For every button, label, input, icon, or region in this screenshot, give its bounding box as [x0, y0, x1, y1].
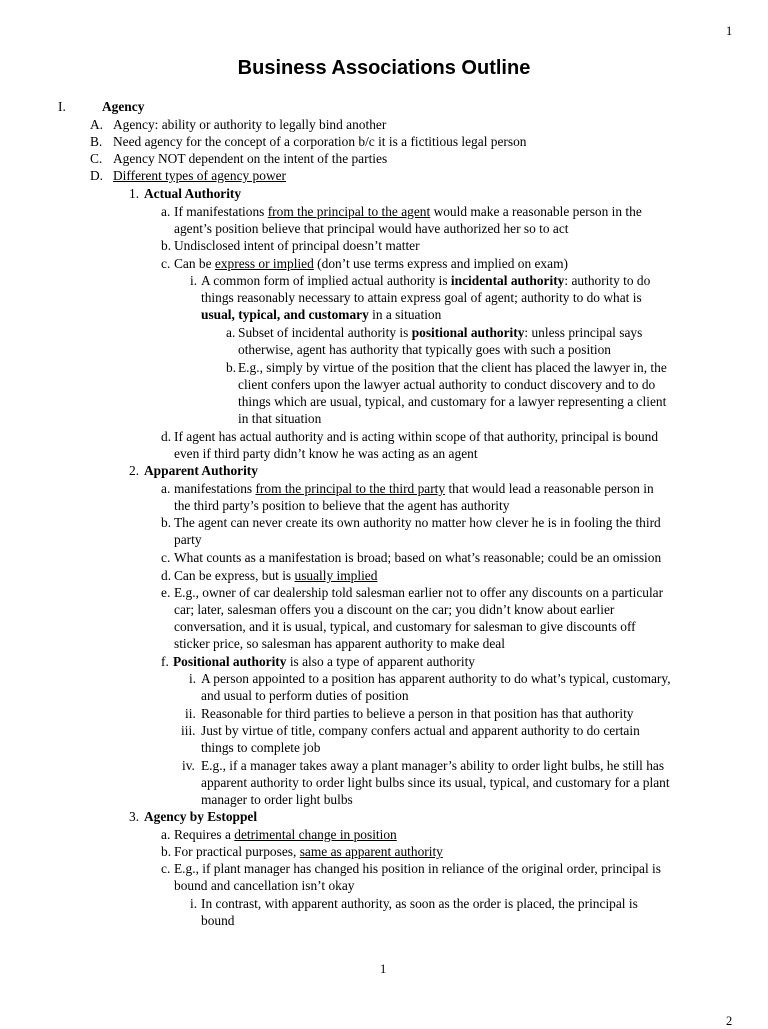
item-label: B.	[90, 134, 103, 149]
outline-item-continuation: even if third party didn’t know he was acting as an agent	[174, 446, 478, 461]
item-label: iii.	[181, 723, 196, 738]
outline-item: Agency: ability or authority to legally bind another	[113, 117, 387, 132]
outline-item-continuation: things reasonably necessary to attain express goal of agent; authority to do what is	[201, 290, 642, 305]
item-label: a.	[161, 481, 171, 496]
outline-item: Can be express or implied (don’t use terms express and implied on exam)	[174, 256, 568, 271]
item-label: b.	[161, 238, 172, 253]
outline-item-continuation: bound	[201, 913, 235, 928]
outline-item: E.g., if a manager takes away a plant manager’s ability to order light bulbs, he still has	[201, 758, 665, 773]
outline-item: Different types of agency power	[113, 168, 287, 183]
item-label: D.	[90, 168, 104, 183]
outline-item: For practical purposes, same as apparent authority	[174, 844, 443, 859]
outline-item-continuation: things to complete job	[201, 740, 321, 755]
item-label: C.	[90, 151, 103, 166]
outline-item: Subset of incidental authority is positional authority: unless principal says	[238, 325, 643, 340]
outline-item-continuation: things which are usual, typical, and customary for a lawyer representing a client	[238, 394, 667, 409]
outline-item-continuation: and usual to perform duties of position	[201, 688, 409, 703]
outline-item-continuation: sticker price, so salesman has apparent authority to make deal	[174, 636, 505, 651]
item-label: e.	[161, 585, 171, 600]
outline-item-continuation: manager to order light bulbs	[201, 792, 353, 807]
item-label: d.	[161, 568, 172, 583]
item-label: i.	[190, 896, 198, 911]
outline-item: Agency NOT dependent on the intent of the parties	[113, 151, 388, 166]
subsection-heading: Apparent Authority	[144, 463, 258, 478]
page-number-top: 1	[726, 24, 733, 38]
outline-item: E.g., if plant manager has changed his position in reliance of the original order, principal is	[174, 861, 661, 876]
outline-item: E.g., simply by virtue of the position that the client has placed the lawyer in, the	[238, 360, 667, 375]
outline-item: Positional authority is also a type of apparent authority	[173, 654, 475, 669]
item-label: f.	[161, 654, 169, 669]
item-label: iv.	[182, 758, 195, 773]
outline-item: manifestations from the principal to the third party that would lead a reasonable person in	[174, 481, 654, 496]
document-title: Business Associations Outline	[237, 57, 531, 79]
outline-item: Undisclosed intent of principal doesn’t matter	[174, 238, 420, 253]
outline-item: Reasonable for third parties to believe a person in that position has that authority	[201, 706, 634, 721]
page-number-bottom: 1	[380, 962, 387, 976]
outline-item: If manifestations from the principal to the agent would make a reasonable person in the	[174, 204, 642, 219]
outline-item: A common form of implied actual authority is incidental authority: authority to do	[201, 273, 651, 288]
outline-item-continuation: agent’s position believe that principal would have authorized her so to act	[174, 221, 569, 236]
outline-item-continuation: car; later, salesman offers you a discount on the car; you didn’t know about earlier	[174, 602, 615, 617]
item-label: 2.	[129, 463, 140, 478]
outline-item: In contrast, with apparent authority, as soon as the order is placed, the principal is	[201, 896, 638, 911]
outline-item-continuation: usual, typical, and customary in a situation	[201, 307, 442, 322]
subsection-heading: Actual Authority	[144, 186, 242, 201]
outline-item: Requires a detrimental change in position	[174, 827, 397, 842]
section-label: I.	[58, 99, 66, 114]
item-label: i.	[189, 671, 197, 686]
section-heading: Agency	[102, 99, 145, 114]
outline-item: Need agency for the concept of a corporation b/c it is a fictitious legal person	[113, 134, 527, 149]
item-label: b.	[161, 515, 172, 530]
item-label: b.	[161, 844, 172, 859]
outline-item: What counts as a manifestation is broad; based on what’s reasonable; could be an omission	[174, 550, 662, 565]
item-label: i.	[190, 273, 198, 288]
outline-item-continuation: otherwise, agent has authority that typically goes with such a position	[238, 342, 612, 357]
outline-item: If agent has actual authority and is acting within scope of that authority, principal is bound	[174, 429, 659, 444]
outline-item: E.g., owner of car dealership told salesman earlier not to offer any discounts on a particular	[174, 585, 664, 600]
item-label: b.	[226, 360, 237, 375]
outline-item-continuation: party	[174, 532, 202, 547]
item-label: c.	[161, 861, 171, 876]
item-label: a.	[161, 827, 171, 842]
outline-item-continuation: client confers upon the lawyer actual authority to conduct discovery and to do	[238, 377, 656, 392]
item-label: d.	[161, 429, 172, 444]
item-label: c.	[161, 256, 171, 271]
item-label: ii.	[185, 706, 196, 721]
next-page-number: 2	[726, 1014, 733, 1028]
outline-item: A person appointed to a position has apparent authority to do what’s typical, customary,	[201, 671, 671, 686]
subsection-heading: Agency by Estoppel	[144, 809, 258, 824]
outline-item: Can be express, but is usually implied	[174, 568, 378, 583]
item-label: 3.	[129, 809, 140, 824]
item-label: a.	[161, 204, 171, 219]
outline-item-continuation: bound and cancellation isn’t okay	[174, 878, 355, 893]
outline-item-continuation: the third party’s position to believe that the agent has authority	[174, 498, 510, 513]
outline-item-continuation: in that situation	[238, 411, 322, 426]
item-label: A.	[90, 117, 104, 132]
outline-item-continuation: apparent authority to order light bulbs since its usual, typical, and customary for a plant	[201, 775, 670, 790]
outline-item: Just by virtue of title, company confers actual and apparent authority to do certain	[201, 723, 640, 738]
outline-item-continuation: conversation, and it is usual, typical, and customary for salesman to give discounts off	[174, 619, 636, 634]
item-label: a.	[226, 325, 236, 340]
outline-item: The agent can never create its own authority no matter how clever he is in fooling the third	[174, 515, 661, 530]
item-label: 1.	[129, 186, 140, 201]
item-label: c.	[161, 550, 171, 565]
